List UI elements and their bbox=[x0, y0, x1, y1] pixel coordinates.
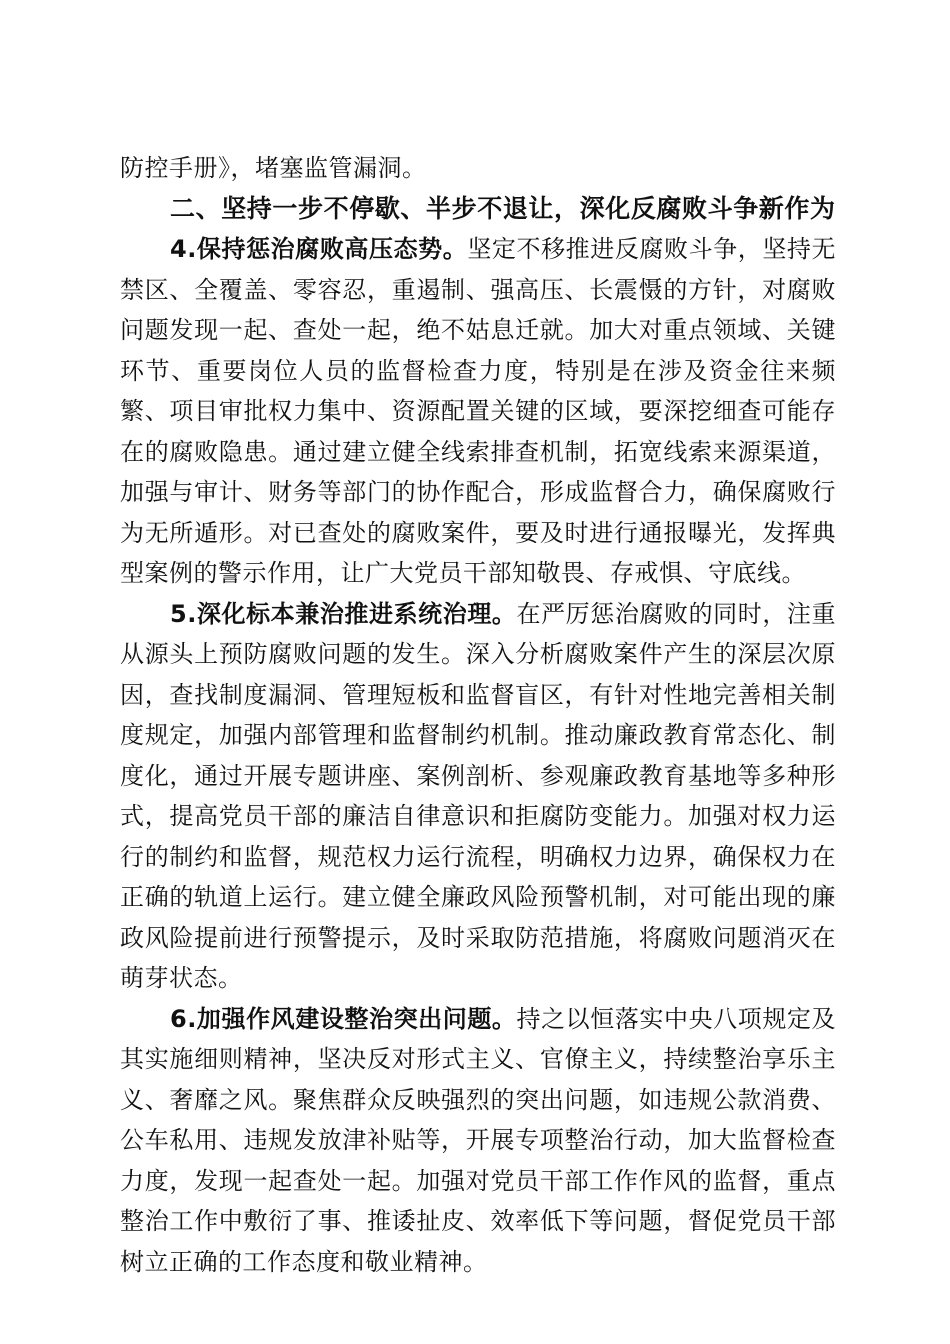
item-lead-4: 4.保持惩治腐败高压态势。 bbox=[170, 235, 468, 263]
continuation-paragraph: 防控手册》，堵塞监管漏洞。 bbox=[120, 154, 427, 182]
item-paragraph-4 bbox=[120, 229, 836, 594]
item-body-5: 在严厉惩治腐败的同时，注重从源头上预防腐败问题的发生。深入分析腐败案件产生的深层次原因，查找制度漏洞、管理短板和监督盲区，有针对性地完善相关制度规定，加强内部管理和监督制约机制。推动廉政教育常态化、制度化，通过开展专题讲座、案例剖析、参观廉政教育基地等多种形式，提高党员干部的廉洁自律意识和拒腐防变能力。加强对权力运行的制约和监督，规范权力运行流程，明确权力边界，确保权力在正确的轨道上运行。建立健全廉政风险预警机制，对可能出现的廉政风险提前进行预警提示，及时采取防范措施，将腐败问题消灭在萌芽状态。 bbox=[120, 599, 837, 992]
item-paragraph-6 bbox=[120, 999, 836, 1283]
item-lead-6: 6.加强作风建设整治突出问题。 bbox=[170, 1004, 517, 1033]
item-body-6: 持之以恒落实中央八项规定及其实施细则精神，坚决反对形式主义、官僚主义，持续整治享乐主义、奢靡之风。聚焦群众反映强烈的突出问题，如违规公款消费、公车私用、违规发放津补贴等，开展专项整治行动，加大监督检查力度，发现一起查处一起。加强对党员干部工作作风的监督，重点整治工作中敷衍了事、推诿扯皮、效率低下等问题，督促党员干部树立正确的工作态度和敬业精神。 bbox=[120, 1004, 837, 1276]
document-page bbox=[120, 148, 836, 1282]
item-body-4: 坚定不移推进反腐败斗争，坚持无禁区、全覆盖、零容忍，重遏制、强高压、长震慑的方针，对腐败问题发现一起、查处一起，绝不姑息迁就。加大对重点领域、关键环节、重要岗位人员的监督检查力度，特别是在涉及资金往来频繁、项目审批权力集中、资源配置关键的区域，要深挖细查可能存在的腐败隐患。通过建立健全线索排查机制，拓宽线索来源渠道，加强与审计、财务等部门的协作配合，形成监督合力，确保腐败行为无所遁形。对已查处的腐败案件，要及时进行通报曝光，发挥典型案例的警示作用，让广大党员干部知敬畏、存戒惧、守底线。 bbox=[120, 235, 836, 587]
item-paragraph-5 bbox=[120, 594, 836, 999]
item-lead-5: 5.深化标本兼治推进系统治理。 bbox=[170, 599, 517, 628]
section-heading: 二、坚持一步不停歇、半步不退让，深化反腐败斗争新作为 bbox=[170, 193, 836, 223]
